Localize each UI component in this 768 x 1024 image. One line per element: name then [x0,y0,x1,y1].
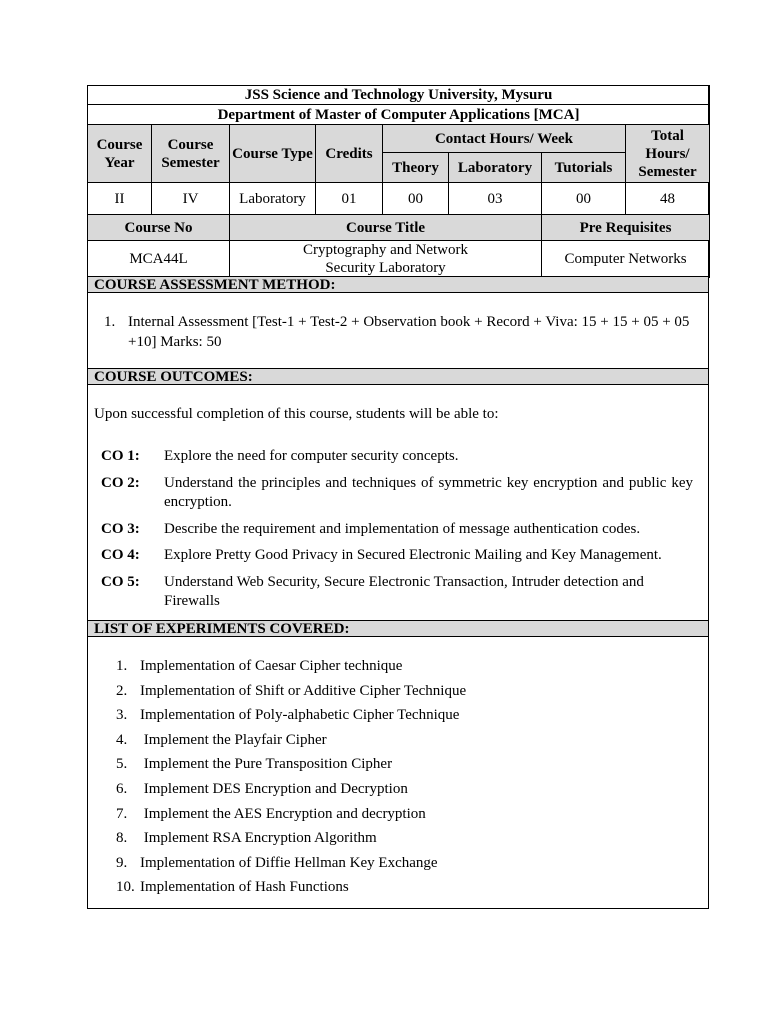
value-course-title: Cryptography and Network Security Laboratory [230,241,542,278]
outcome-label: CO 1: [101,448,140,464]
value-course-no: MCA44L [88,241,230,278]
outcome-text: Understand Web Security, Secure Electronic Transaction, Intruder detection and Firewalls [164,574,644,609]
header-tutorials: Tutorials [542,153,626,183]
outcome-item [101,474,693,512]
experiment-item [116,656,402,676]
header-course-no: Course No [88,215,230,241]
experiment-text: Implementation of Diffie Hellman Key Exchange [140,855,438,871]
experiment-item [116,779,408,799]
experiment-number: 3. [116,707,128,723]
header-contact-hours: Contact Hours/ Week [383,125,626,153]
experiment-item [116,705,459,725]
outcome-text: Explore Pretty Good Privacy in Secured Electronic Mailing and Key Management. [164,547,662,563]
outcome-item [101,520,693,539]
experiment-number: 6. [116,781,128,797]
header-laboratory: Laboratory [449,153,542,183]
outcome-item [101,546,693,565]
header-theory: Theory [383,153,449,183]
university-name: JSS Science and Technology University, Mysuru [88,86,710,105]
experiment-text: Implementation of Hash Functions [140,879,349,895]
outcome-text: Explore the need for computer security concepts. [164,448,459,464]
experiment-item [116,828,377,848]
experiment-number: 7. [116,806,128,822]
outcome-label: CO 4: [101,547,140,563]
experiment-text: Implement the AES Encryption and decryption [140,806,426,822]
experiment-number: 1. [116,658,128,674]
experiment-number: 8. [116,830,128,846]
header-course-type: Course Type [230,125,316,183]
value-credits: 01 [316,183,383,215]
value-course-type: Laboratory [230,183,316,215]
experiment-text: Implement the Playfair Cipher [140,732,327,748]
experiment-number: 2. [116,683,128,699]
experiments-heading: LIST OF EXPERIMENTS COVERED: [88,620,708,637]
outcome-item [101,573,693,611]
experiment-item [116,730,327,750]
syllabus-frame [87,85,709,909]
header-course-year: Course Year [88,125,152,183]
value-theory: 00 [383,183,449,215]
header-course-semester: Course Semester [152,125,230,183]
experiment-number: 4. [116,732,128,748]
header-credits: Credits [316,125,383,183]
header-pre-requisites: Pre Requisites [542,215,710,241]
experiment-item [116,804,426,824]
experiment-text: Implement DES Encryption and Decryption [140,781,408,797]
value-course-year: II [88,183,152,215]
outcome-item [101,447,693,466]
outcome-text: Understand the principles and techniques of symmetric key encryption and public key encryption. [164,475,693,510]
experiment-item [116,853,438,873]
experiment-item [116,877,349,897]
experiment-item [116,681,466,701]
experiment-text: Implement RSA Encryption Algorithm [140,830,377,846]
value-total-hours: 48 [626,183,710,215]
header-total-hours: Total Hours/ Semester [626,125,710,183]
outcome-text: Describe the requirement and implementation of message authentication codes. [164,521,641,537]
outcome-label: CO 3: [101,521,140,537]
assessment-item-number: 1. [104,314,116,330]
header-course-title: Course Title [230,215,542,241]
experiment-number: 9. [116,855,128,871]
outcome-label: CO 2: [101,475,140,491]
experiment-text: Implementation of Poly-alphabetic Cipher Technique [140,707,460,723]
experiment-number: 5. [116,756,128,772]
experiment-text: Implementation of Shift or Additive Cipher Technique [140,683,467,699]
assessment-item [104,312,694,352]
value-course-semester: IV [152,183,230,215]
experiment-text: Implement the Pure Transposition Cipher [140,756,393,772]
outcomes-intro: Upon successful completion of this course, students will be able to: [94,406,499,422]
assessment-heading: COURSE ASSESSMENT METHOD: [88,276,708,293]
value-tutorials: 00 [542,183,626,215]
value-laboratory: 03 [449,183,542,215]
outcome-label: CO 5: [101,574,140,590]
experiment-item [116,754,392,774]
department-name: Department of Master of Computer Applications [MCA] [88,105,710,125]
outcomes-heading: COURSE OUTCOMES: [88,368,708,385]
experiment-text: Implementation of Caesar Cipher technique [140,658,403,674]
course-info-table [87,85,710,278]
assessment-item-text: Internal Assessment [Test-1 + Test-2 + Observation book + Record + Viva: 15 + 15 + 05 + 05 +10] Marks: 50 [128,314,690,350]
value-pre-requisites: Computer Networks [542,241,710,278]
experiment-number: 10. [116,879,135,895]
